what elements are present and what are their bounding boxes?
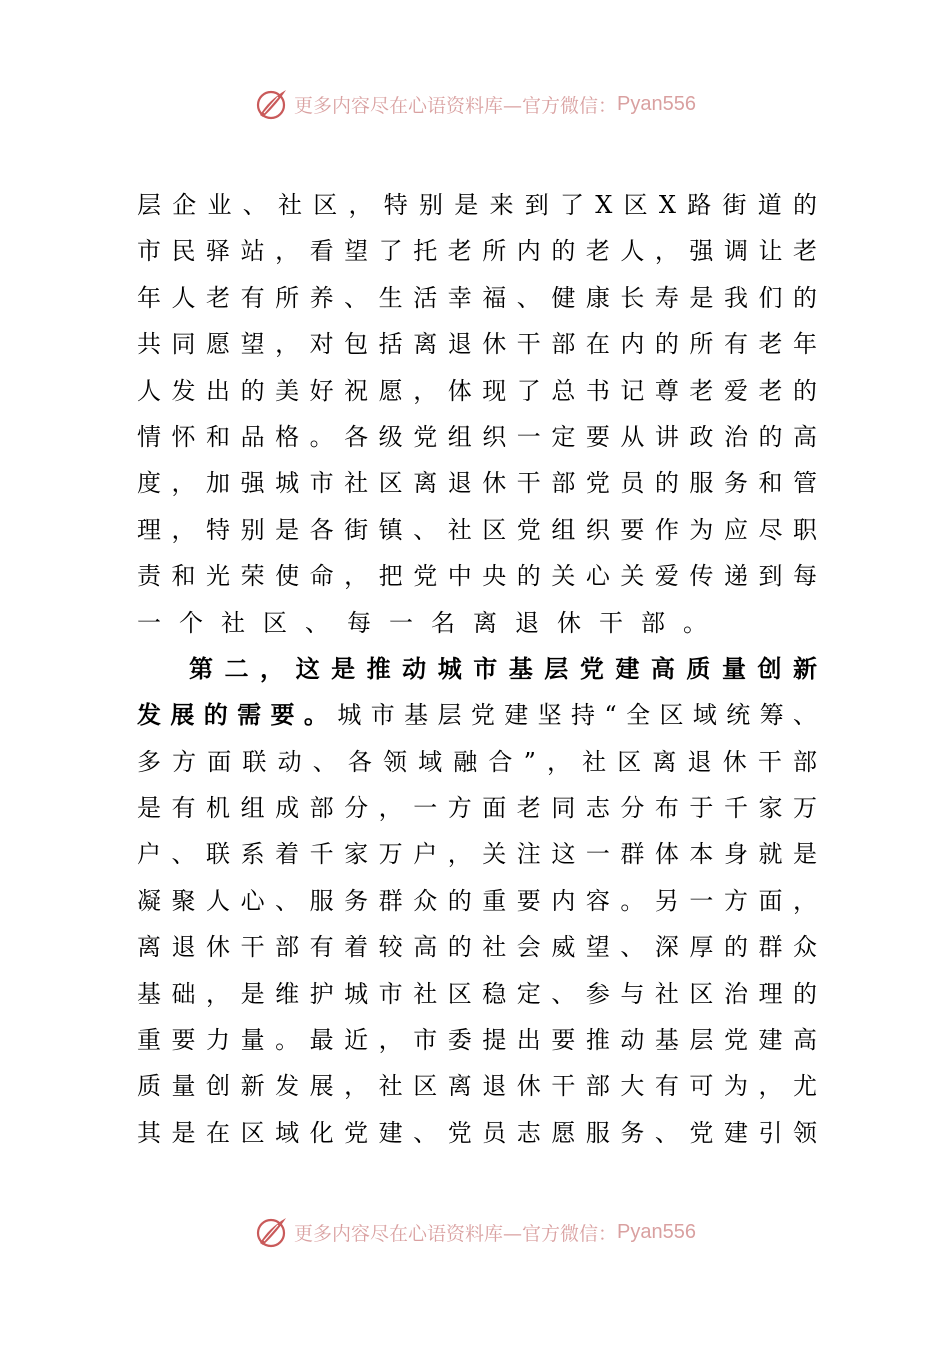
text-line: 基础，是维护城市社区稳定、参与社区治理的: [137, 979, 817, 1008]
quill-logo-icon: [254, 87, 288, 121]
document-body: [137, 182, 817, 1156]
watermark-text: 更多内容尽在心语资料库—官方微信：: [294, 94, 618, 117]
watermark-text: 更多内容尽在心语资料库—官方微信：: [294, 1222, 618, 1245]
text-line: 重要力量。最近，市委提出要推动基层党建高: [137, 1026, 817, 1055]
text-line: 人发出的美好祝愿，体现了总书记尊老爱老的: [137, 376, 817, 405]
text-line: 市民驿站，看望了托老所内的老人，强调让老: [137, 237, 817, 266]
text-line: 一个社区、每一名离退休干部。: [137, 608, 725, 637]
text-line: 度，加强城市社区离退休干部党员的服务和管: [137, 469, 817, 498]
text-line: 是有机组成部分，一方面老同志分布于千家万: [137, 794, 817, 823]
text-line: 凝聚人心、服务群众的重要内容。另一方面，: [137, 886, 817, 915]
text-line: 理，特别是各街镇、社区党组织要作为应尽职: [137, 515, 817, 544]
text-line: 多方面联动、各领域融合”，社区离退休干部: [137, 747, 817, 776]
watermark-wechat-id: Pyan556: [617, 92, 696, 115]
text-line: 年人老有所养、生活幸福、健康长寿是我们的: [137, 283, 817, 312]
text-line: [137, 692, 817, 738]
text-line: 层企业、社区，特别是来到了X区X路街道的: [137, 191, 817, 219]
watermark-wechat-id: Pyan556: [617, 1220, 696, 1243]
text-line: 其是在区域化党建、党员志愿服务、党建引领: [137, 1118, 817, 1147]
watermark-banner-top: [0, 82, 950, 126]
heading-text: 第二，这是推动城市基层党建高质量创新: [189, 653, 817, 683]
text-line: 户、联系着千家万户，关注这一群体本身就是: [137, 840, 817, 869]
text-line: 情怀和品格。各级党组织一定要从讲政治的高: [137, 422, 817, 451]
text-line: 责和光荣使命，把党中央的关心关爱传递到每: [137, 562, 817, 591]
section-heading: [137, 646, 817, 692]
paragraph-text: 城市基层党建坚持“全区域统筹、: [337, 701, 817, 730]
quill-logo-icon: [254, 1215, 288, 1249]
text-line: 离退休干部有着较高的社会威望、深厚的群众: [137, 933, 817, 962]
watermark-banner-bottom: [0, 1210, 950, 1254]
text-line: 质量创新发展，社区离退休干部大有可为，尤: [137, 1072, 817, 1101]
heading-text-end: 发展的需要。: [137, 700, 338, 730]
text-line: 共同愿望，对包括离退休干部在内的所有老年: [137, 330, 817, 359]
